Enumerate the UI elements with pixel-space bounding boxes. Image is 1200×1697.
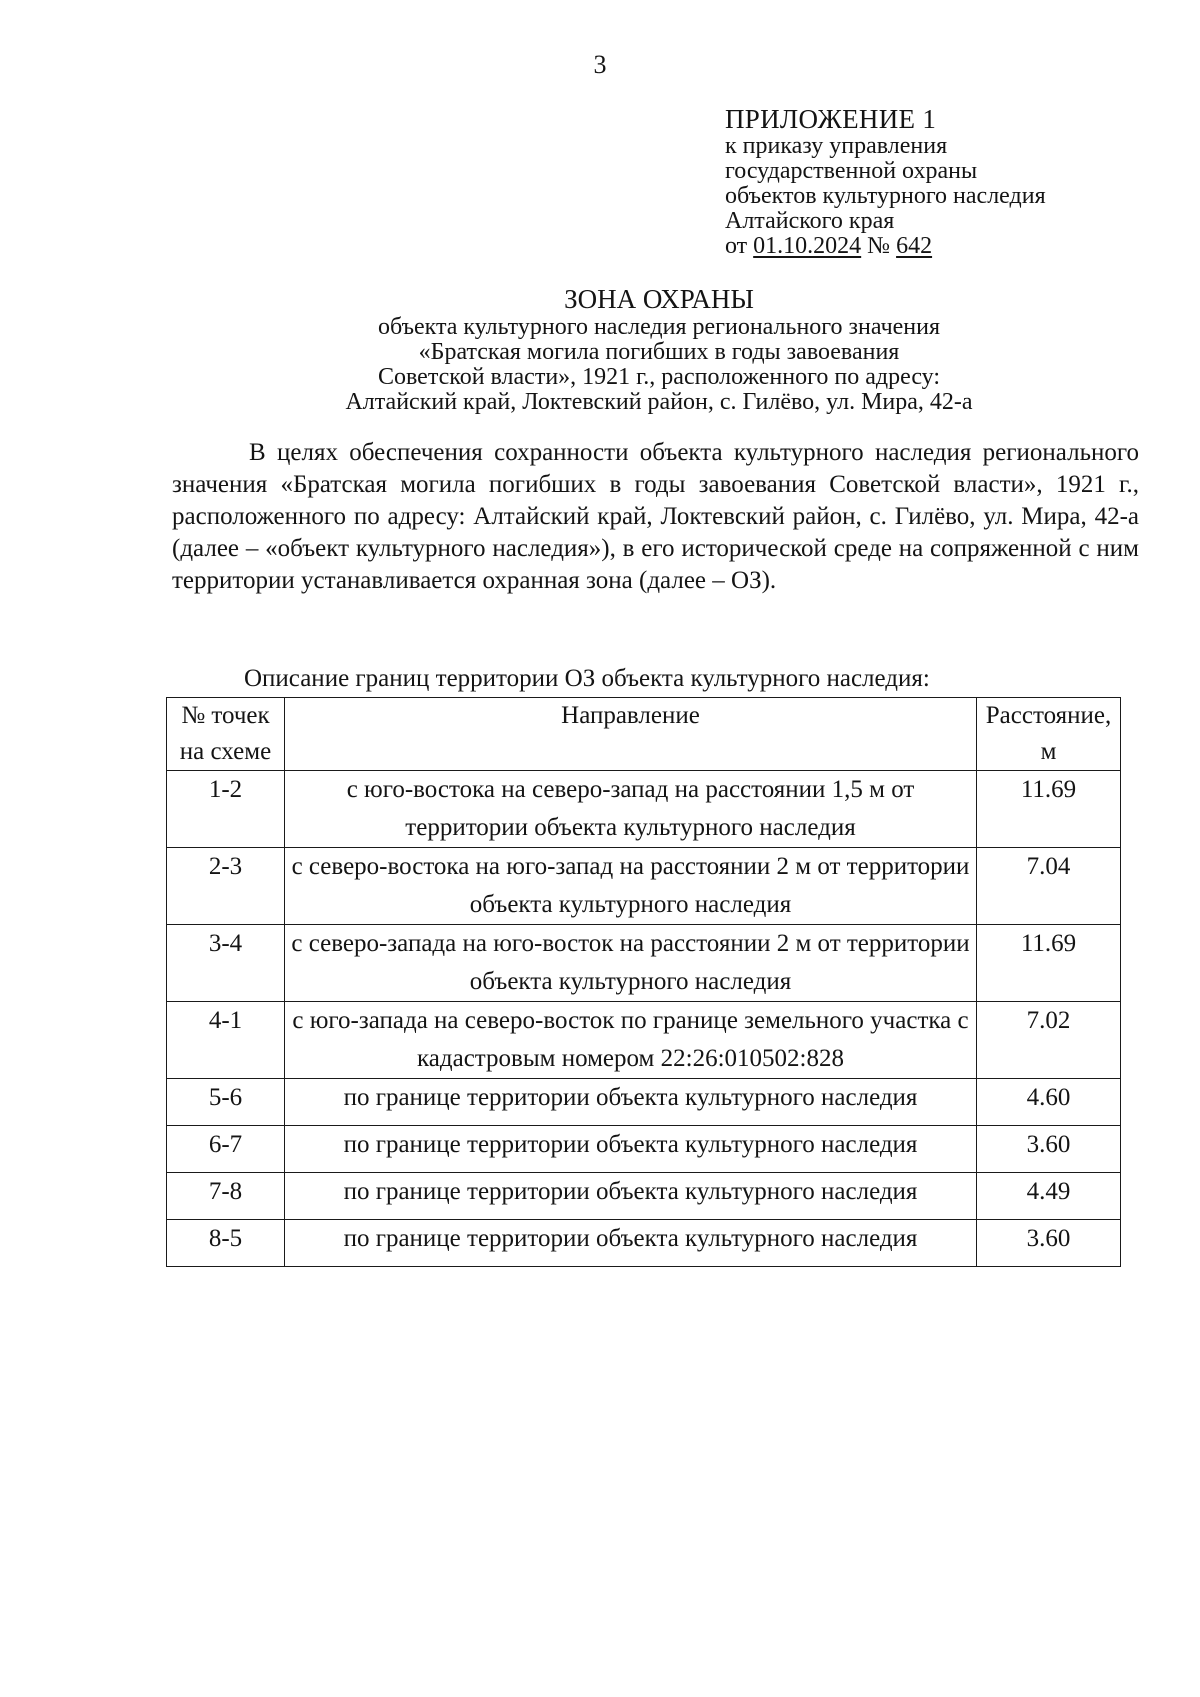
number-prefix: № bbox=[867, 233, 891, 259]
table-row bbox=[167, 1126, 1121, 1173]
cell-distance: 7.04 bbox=[977, 848, 1121, 925]
header-points: № точек на схеме bbox=[167, 698, 285, 771]
header-distance: Расстояние, м bbox=[977, 698, 1121, 771]
cell-direction: по границе территории объекта культурного наследия bbox=[285, 1079, 977, 1126]
table-header-row bbox=[167, 698, 1121, 771]
cell-points: 7-8 bbox=[167, 1173, 285, 1220]
table-row bbox=[167, 925, 1121, 1002]
cell-direction: по границе территории объекта культурного наследия bbox=[285, 1173, 977, 1220]
appendix-line: государственной охраны bbox=[725, 158, 978, 184]
table-row bbox=[167, 1173, 1121, 1220]
zone-subtitle-line: «Братская могила погибших в годы завоевания bbox=[418, 339, 900, 365]
cell-distance: 11.69 bbox=[977, 925, 1121, 1002]
cell-direction: с северо-востока на юго-запад на расстоянии 2 м от территории объекта культурного наследия bbox=[285, 848, 977, 925]
appendix-line: к приказу управления bbox=[725, 133, 948, 159]
cell-direction: по границе территории объекта культурного наследия bbox=[285, 1220, 977, 1267]
cell-direction: по границе территории объекта культурного наследия bbox=[285, 1126, 977, 1173]
table-row bbox=[167, 1079, 1121, 1126]
body-paragraph: В целях обеспечения сохранности объекта культурного наследия регионального значения «Братская могила погибших в годы завоевания Советской власти», 1921 г., расположенного по адресу: Алтайский край, Локтевский район, с. Гилёво, ул. Мира, 42-а (далее – «объект культурного наследия»), в его исторической среде на сопряженной с ним территории устанавливается охранная зона (далее – ОЗ). bbox=[172, 439, 1139, 594]
table-row bbox=[167, 1220, 1121, 1267]
cell-direction: с юго-запада на северо-восток по границе земельного участка с кадастровым номером 22:26:010502:828 bbox=[285, 1002, 977, 1079]
zone-heading bbox=[0, 284, 1200, 415]
table-row bbox=[167, 1002, 1121, 1079]
cell-distance: 3.60 bbox=[977, 1220, 1121, 1267]
cell-points: 5-6 bbox=[167, 1079, 285, 1126]
cell-points: 3-4 bbox=[167, 925, 285, 1002]
cell-distance: 3.60 bbox=[977, 1126, 1121, 1173]
table-row bbox=[167, 771, 1121, 848]
appendix-line: объектов культурного наследия bbox=[725, 183, 1046, 209]
cell-points: 4-1 bbox=[167, 1002, 285, 1079]
boundary-table bbox=[166, 697, 1121, 1267]
appendix-block bbox=[725, 104, 1165, 259]
table-caption: Описание границ территории ОЗ объекта культурного наследия: bbox=[244, 665, 930, 692]
zone-subtitle-line: Алтайский край, Локтевский район, с. Гилёво, ул. Мира, 42-а bbox=[345, 389, 973, 415]
cell-distance: 7.02 bbox=[977, 1002, 1121, 1079]
cell-points: 6-7 bbox=[167, 1126, 285, 1173]
cell-distance: 4.49 bbox=[977, 1173, 1121, 1220]
order-number: 642 bbox=[896, 233, 933, 259]
cell-distance: 4.60 bbox=[977, 1079, 1121, 1126]
appendix-date-line bbox=[725, 234, 1165, 259]
cell-direction: с северо-запада на юго-восток на расстоянии 2 м от территории объекта культурного наследия bbox=[285, 925, 977, 1002]
cell-direction: с юго-востока на северо-запад на расстоянии 1,5 м от территории объекта культурного наследия bbox=[285, 771, 977, 848]
appendix-line: Алтайского края bbox=[725, 208, 895, 234]
cell-points: 1-2 bbox=[167, 771, 285, 848]
order-date: 01.10.2024 bbox=[753, 233, 862, 259]
header-direction: Направление bbox=[285, 698, 977, 771]
appendix-title: ПРИЛОЖЕНИЕ 1 bbox=[725, 104, 937, 134]
date-prefix: от bbox=[725, 233, 748, 259]
page-number: 3 bbox=[593, 50, 607, 79]
zone-subtitle-line: объекта культурного наследия регионального значения bbox=[377, 314, 941, 340]
zone-subtitle-line: Советской власти», 1921 г., расположенного по адресу: bbox=[377, 364, 941, 390]
cell-points: 8-5 bbox=[167, 1220, 285, 1267]
cell-distance: 11.69 bbox=[977, 771, 1121, 848]
cell-points: 2-3 bbox=[167, 848, 285, 925]
table-row bbox=[167, 848, 1121, 925]
zone-title: ЗОНА ОХРАНЫ bbox=[564, 284, 754, 314]
